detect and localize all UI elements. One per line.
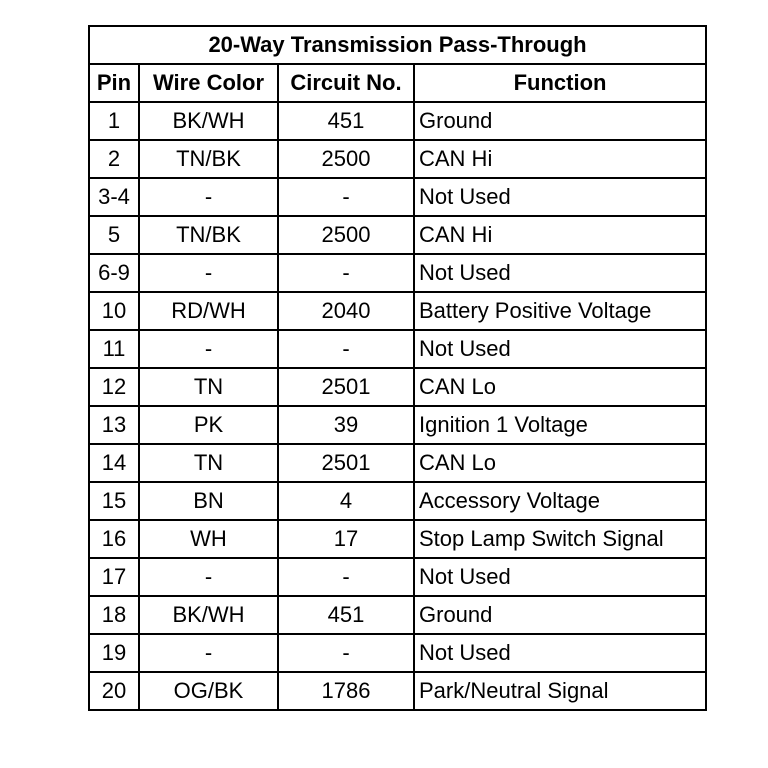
cell-function: CAN Hi — [414, 216, 706, 254]
cell-wire-color: RD/WH — [139, 292, 278, 330]
cell-circuit-no: 2040 — [278, 292, 414, 330]
cell-pin: 15 — [89, 482, 139, 520]
cell-circuit-no: 39 — [278, 406, 414, 444]
cell-wire-color: BK/WH — [139, 102, 278, 140]
cell-function: Not Used — [414, 558, 706, 596]
table-row — [89, 406, 706, 444]
cell-wire-color: WH — [139, 520, 278, 558]
cell-pin: 3-4 — [89, 178, 139, 216]
cell-function: Ignition 1 Voltage — [414, 406, 706, 444]
cell-pin: 12 — [89, 368, 139, 406]
cell-wire-color: BK/WH — [139, 596, 278, 634]
cell-circuit-no: - — [278, 558, 414, 596]
cell-wire-color: - — [139, 254, 278, 292]
table-row — [89, 102, 706, 140]
cell-circuit-no: - — [278, 634, 414, 672]
cell-pin: 14 — [89, 444, 139, 482]
cell-function: Accessory Voltage — [414, 482, 706, 520]
cell-circuit-no: - — [278, 254, 414, 292]
cell-pin: 6-9 — [89, 254, 139, 292]
cell-circuit-no: 17 — [278, 520, 414, 558]
cell-wire-color: TN/BK — [139, 216, 278, 254]
header-function: Function — [414, 64, 706, 102]
cell-pin: 1 — [89, 102, 139, 140]
header-circuit-no: Circuit No. — [278, 64, 414, 102]
table-row — [89, 558, 706, 596]
table-title-row — [89, 26, 706, 64]
cell-wire-color: TN/BK — [139, 140, 278, 178]
cell-pin: 10 — [89, 292, 139, 330]
table-body — [89, 102, 706, 710]
cell-wire-color: - — [139, 330, 278, 368]
cell-function: Battery Positive Voltage — [414, 292, 706, 330]
cell-pin: 16 — [89, 520, 139, 558]
cell-circuit-no: 451 — [278, 596, 414, 634]
table-row — [89, 672, 706, 710]
header-wire-color: Wire Color — [139, 64, 278, 102]
cell-pin: 19 — [89, 634, 139, 672]
cell-function: Ground — [414, 596, 706, 634]
cell-wire-color: OG/BK — [139, 672, 278, 710]
cell-circuit-no: 2501 — [278, 444, 414, 482]
table-title: 20-Way Transmission Pass-Through — [89, 26, 706, 64]
cell-wire-color: TN — [139, 444, 278, 482]
table-row — [89, 254, 706, 292]
table-header-row — [89, 64, 706, 102]
table-row — [89, 178, 706, 216]
table-row — [89, 482, 706, 520]
cell-circuit-no: 1786 — [278, 672, 414, 710]
cell-pin: 2 — [89, 140, 139, 178]
cell-function: Park/Neutral Signal — [414, 672, 706, 710]
cell-circuit-no: - — [278, 178, 414, 216]
cell-circuit-no: 4 — [278, 482, 414, 520]
table-row — [89, 140, 706, 178]
table-row — [89, 520, 706, 558]
cell-function: Ground — [414, 102, 706, 140]
table-row — [89, 368, 706, 406]
cell-wire-color: - — [139, 558, 278, 596]
cell-function: CAN Hi — [414, 140, 706, 178]
header-pin: Pin — [89, 64, 139, 102]
cell-wire-color: TN — [139, 368, 278, 406]
cell-circuit-no: - — [278, 330, 414, 368]
table-row — [89, 634, 706, 672]
table-row — [89, 292, 706, 330]
cell-function: Not Used — [414, 634, 706, 672]
cell-pin: 20 — [89, 672, 139, 710]
pinout-table — [88, 25, 707, 711]
cell-wire-color: - — [139, 178, 278, 216]
cell-wire-color: - — [139, 634, 278, 672]
cell-function: Stop Lamp Switch Signal — [414, 520, 706, 558]
cell-wire-color: PK — [139, 406, 278, 444]
cell-pin: 13 — [89, 406, 139, 444]
cell-pin: 11 — [89, 330, 139, 368]
table-row — [89, 596, 706, 634]
cell-circuit-no: 451 — [278, 102, 414, 140]
table-row — [89, 216, 706, 254]
cell-circuit-no: 2500 — [278, 216, 414, 254]
cell-pin: 18 — [89, 596, 139, 634]
table-row — [89, 444, 706, 482]
cell-pin: 5 — [89, 216, 139, 254]
cell-pin: 17 — [89, 558, 139, 596]
cell-function: CAN Lo — [414, 444, 706, 482]
cell-circuit-no: 2500 — [278, 140, 414, 178]
cell-function: Not Used — [414, 254, 706, 292]
table-row — [89, 330, 706, 368]
cell-function: Not Used — [414, 330, 706, 368]
cell-function: CAN Lo — [414, 368, 706, 406]
cell-circuit-no: 2501 — [278, 368, 414, 406]
cell-function: Not Used — [414, 178, 706, 216]
cell-wire-color: BN — [139, 482, 278, 520]
